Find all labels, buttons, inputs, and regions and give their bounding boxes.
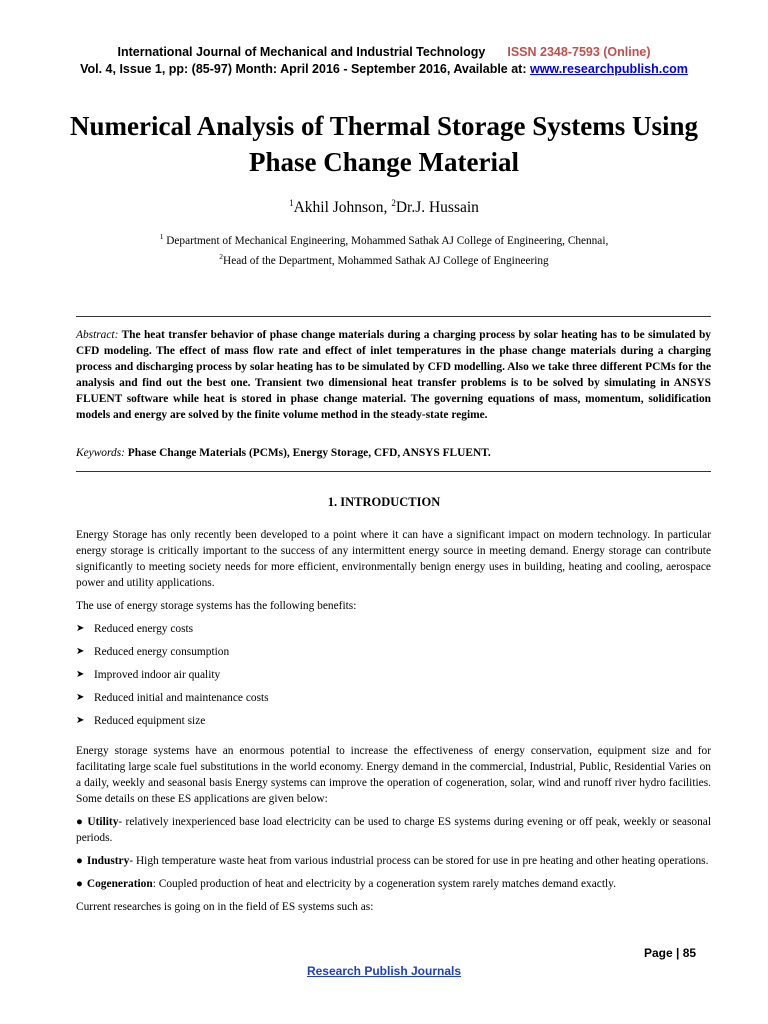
- arrow-bullet-icon: ➤: [76, 669, 85, 680]
- journal-name-line: [0, 44, 768, 61]
- application-text: - relatively inexperienced base load electricity can be used to charge ES systems during evening or off peak, weekly or seasonal periods.: [76, 816, 711, 844]
- list-item: [76, 690, 711, 713]
- volume-info: Vol. 4, Issue 1, pp: (85-97) Month: April 2016 - September 2016, Available at:: [80, 62, 530, 76]
- affiliation-2-text: Head of the Department, Mohammed Sathak AJ College of Engineering: [223, 254, 549, 267]
- intro-paragraph-2: The use of energy storage systems has the following benefits:: [76, 600, 357, 612]
- application-text: : Coupled production of heat and electricity by a cogeneration system rarely matches demand exactly.: [152, 878, 616, 890]
- arrow-bullet-icon: ➤: [76, 623, 85, 634]
- affiliation-1-sup: 1: [159, 232, 164, 241]
- benefit-text: Reduced energy costs: [94, 623, 194, 635]
- abstract-top-divider: [76, 316, 711, 317]
- list-item: [76, 876, 711, 892]
- publisher-link[interactable]: Research Publish Journals: [306, 964, 462, 978]
- author-2-name: Dr.J. Hussain: [395, 199, 479, 217]
- abstract-text: The heat transfer behavior of phase change materials during a charging process by solar heating has to be simulated by CFD modeling. The effect of mass flow rate and effect of inlet temperatures in the phase change materials during a charging process and discharging process by solar heating has to be simulated by CFD modelling. Also we take three different PCMs for the analysis and find out the best one. Transient two dimensional heat transfer problems is to be solved by simulating in ANSYS FLUENT software while heat is stored in phase change material. The governing equations of mass, momentum, solidification models and energy are solved by the finite volume method in the steady-state regime.: [76, 329, 711, 421]
- bullet-dot-icon: ●: [76, 878, 83, 890]
- benefits-list: [76, 621, 711, 736]
- applications-list: [76, 814, 711, 892]
- intro-paragraph-1: Energy Storage has only recently been developed to a point where it can have a significant impact on modern technology. In particular energy storage is critically important to the success of any intermittent energy source in meeting demand. Energy storage can contribute significantly to meeting society needs for more efficient, environmentally benign energy uses in building, heating and cooling, aerospace power and utility applications.: [76, 529, 711, 589]
- arrow-bullet-icon: ➤: [76, 692, 85, 703]
- affiliation-1: [0, 229, 768, 249]
- abstract-label: Abstract:: [76, 329, 119, 341]
- author-list: [0, 198, 768, 217]
- abstract-bottom-divider: [76, 471, 711, 472]
- application-name: Industry: [86, 855, 130, 867]
- author-1-name: Akhil Johnson,: [293, 199, 392, 217]
- list-item: [76, 667, 711, 690]
- benefit-text: Improved indoor air quality: [94, 669, 221, 681]
- affiliation-2-sup: 2: [219, 251, 224, 261]
- author-1-sup: 1: [289, 198, 294, 208]
- section-heading: 1. INTRODUCTION: [327, 495, 441, 509]
- list-item: [76, 713, 711, 736]
- list-item: [76, 814, 711, 846]
- list-item: [76, 853, 711, 869]
- keywords-text: Phase Change Materials (PCMs), Energy Storage, CFD, ANSYS FLUENT.: [124, 447, 491, 459]
- affiliation-1-text: Department of Mechanical Engineering, Mohammed Sathak AJ College of Engineering, Chennai,: [163, 234, 609, 247]
- application-name: Utility: [87, 816, 119, 828]
- volume-line: [0, 61, 768, 78]
- benefit-text: Reduced equipment size: [94, 715, 206, 727]
- arrow-bullet-icon: ➤: [76, 715, 85, 726]
- intro-paragraph-3: Energy storage systems have an enormous potential to increase the effectiveness of energy conservation, equipment size and for facilitating large scale fuel substitutions in the world economy. Energy demand in the commercial, Industrial, Public, Residential Varies on a daily, weekly and seasonal basis Energy systems can improve the operation of cogeneration, solar, wind and runoff river hydro facilities. Some details on these ES applications are given below:: [76, 745, 711, 805]
- bullet-dot-icon: ●: [76, 816, 84, 828]
- keywords: [76, 447, 711, 459]
- journal-header: [0, 44, 768, 78]
- abstract: [76, 327, 711, 423]
- application-text: - High temperature waste heat from various industrial process can be stored for use in pre heating and other heating operations.: [129, 855, 709, 867]
- bullet-dot-icon: ●: [76, 855, 83, 867]
- affiliations: [0, 229, 768, 269]
- application-name: Cogeneration: [86, 878, 153, 890]
- paper-title: Numerical Analysis of Thermal Storage Systems Using Phase Change Material: [70, 111, 698, 177]
- benefit-text: Reduced energy consumption: [94, 646, 230, 658]
- intro-paragraph-4: Current researches is going on in the field of ES systems such as:: [76, 901, 374, 913]
- affiliation-2: [0, 249, 768, 269]
- issn: ISSN 2348-7593 (Online): [507, 45, 651, 59]
- page-number: Page | 85: [644, 946, 697, 960]
- keywords-label: Keywords:: [76, 447, 125, 459]
- section-body: [76, 527, 711, 922]
- list-item: [76, 621, 711, 644]
- benefit-text: Reduced initial and maintenance costs: [94, 692, 269, 704]
- publisher-footer: [0, 964, 768, 978]
- journal-name: International Journal of Mechanical and Industrial Technology: [117, 45, 486, 59]
- author-2-sup: 2: [391, 198, 396, 208]
- list-item: [76, 644, 711, 667]
- journal-url-link[interactable]: www.researchpublish.com: [529, 62, 688, 76]
- arrow-bullet-icon: ➤: [76, 646, 85, 657]
